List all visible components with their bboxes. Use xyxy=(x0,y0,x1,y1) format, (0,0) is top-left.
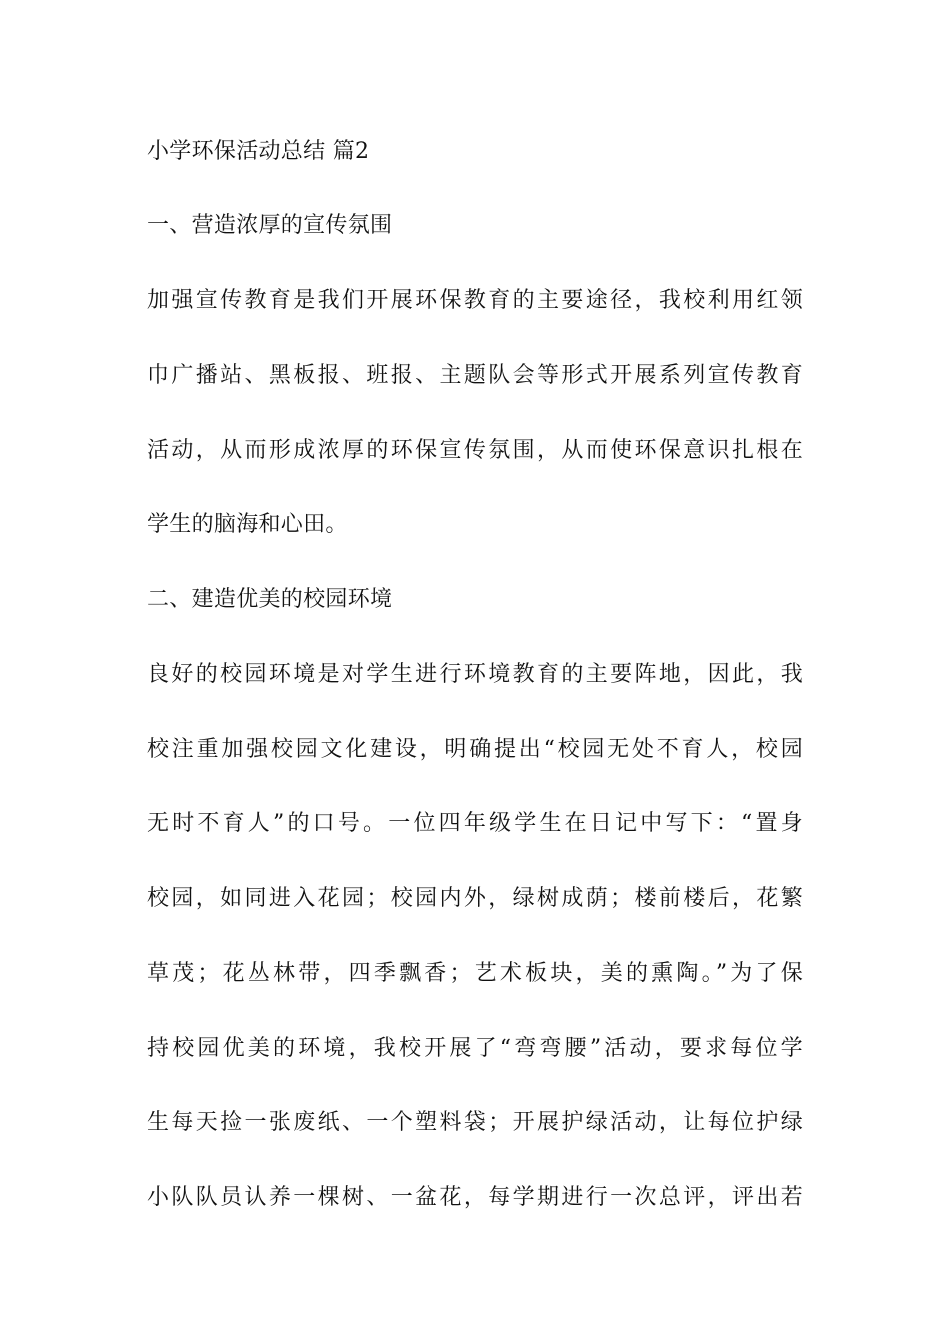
paragraph-2-line-3: 无时不育人”的口号。一位四年级学生在日记中写下：“置身 xyxy=(147,811,803,836)
paragraph-2-line-1: 良好的校园环境是对学生进行环境教育的主要阵地，因此，我 xyxy=(147,662,803,687)
paragraph-2-line-7: 生每天捡一张废纸、一个塑料袋；开展护绿活动，让每位护绿 xyxy=(147,1110,803,1135)
section-heading-1: 一、营造浓厚的宣传氛围 xyxy=(147,213,393,238)
section-heading-2: 二、建造优美的校园环境 xyxy=(147,587,393,612)
paragraph-2-line-6: 持校园优美的环境，我校开展了“弯弯腰”活动，要求每位学 xyxy=(147,1036,803,1061)
paragraph-2-line-5: 草茂；花丛林带，四季飘香；艺术板块，美的熏陶。”为了保 xyxy=(147,961,803,986)
paragraph-1-line-2: 巾广播站、黑板报、班报、主题队会等形式开展系列宣传教育 xyxy=(147,363,803,388)
paragraph-1-line-3: 活动，从而形成浓厚的环保宣传氛围，从而使环保意识扎根在 xyxy=(147,438,803,463)
paragraph-2-line-4: 校园，如同进入花园；校园内外，绿树成荫；楼前楼后，花繁 xyxy=(147,886,803,911)
paragraph-1-line-1: 加强宣传教育是我们开展环保教育的主要途径，我校利用红领 xyxy=(147,288,803,313)
document-title: 小学环保活动总结 篇2 xyxy=(147,139,370,164)
paragraph-2-line-2: 校注重加强校园文化建设，明确提出“校园无处不育人，校园 xyxy=(147,737,803,762)
paragraph-1-line-4: 学生的脑海和心田。 xyxy=(147,512,348,537)
paragraph-2-line-8: 小队队员认养一棵树、一盆花，每学期进行一次总评，评出若 xyxy=(147,1185,803,1210)
